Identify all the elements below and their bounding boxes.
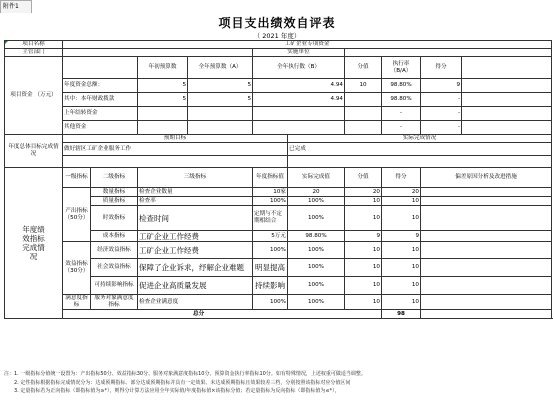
funds-row-executed: 4.94 bbox=[253, 79, 345, 93]
notes bbox=[4, 370, 551, 396]
indicator-actual: 98.80% bbox=[288, 231, 345, 242]
funds-row-pad bbox=[462, 121, 552, 135]
indicator-actual: 20 bbox=[288, 188, 345, 197]
funds-row-score bbox=[345, 93, 382, 107]
indicator-l3: 工矿企业工作经费 bbox=[138, 231, 253, 242]
funds-header-pad bbox=[462, 57, 552, 79]
indicator-score: 10 bbox=[345, 259, 382, 277]
indicator-points: 10 bbox=[382, 242, 421, 259]
indicator-l2: 经济效益指标 bbox=[91, 242, 138, 259]
indicator-deviation bbox=[421, 277, 552, 295]
indicator-l3: 检查时间 bbox=[138, 206, 253, 231]
indicator-l3: 检查企业满意度 bbox=[138, 295, 253, 310]
indicator-points: 10 bbox=[382, 197, 421, 206]
indicator-deviation bbox=[421, 231, 552, 242]
indicator-score: 20 bbox=[345, 188, 382, 197]
implementer-label: 实施单位 bbox=[253, 49, 345, 57]
supervisor-label: 主管部门 bbox=[5, 49, 63, 57]
indicator-target: 定期与不定期相结合 bbox=[253, 206, 288, 231]
funds-row-label: 上年结转资金 bbox=[63, 107, 138, 121]
indicator-actual: 100% bbox=[288, 259, 345, 277]
indicator-l2: 成本指标 bbox=[91, 231, 138, 242]
funds-row-budget: 5 bbox=[188, 93, 253, 107]
funds-row-initial bbox=[138, 121, 188, 135]
note-line: 3. 定量指标若为正向指标（即指标值为≥*），则得分计算方法应用全年实际值/年度指标值×该指标分值；若定量指标为反向指标（即指标值为≤*）， bbox=[4, 388, 340, 394]
indicator-l3: 保障了企业诉求，纾解企业难题 bbox=[138, 259, 253, 277]
indicator-target: 明显提高 bbox=[253, 259, 288, 277]
benefit-label: 效益指标 （30分） bbox=[63, 242, 91, 295]
funds-header-initial: 年初预算数 bbox=[138, 57, 188, 79]
evaluation-table bbox=[4, 40, 552, 319]
output-label: 产出指标 （50分） bbox=[63, 188, 91, 242]
indicator-actual: 100% bbox=[288, 277, 345, 295]
project-name: 工矿企业专项资金 bbox=[63, 41, 552, 49]
indicator-target: 100% bbox=[253, 295, 288, 310]
funds-header-points: 得分 bbox=[421, 57, 462, 79]
indicator-deviation bbox=[421, 295, 552, 310]
indicator-l2: 质量指标 bbox=[91, 197, 138, 206]
funds-header-rate: 执行率 （B/A） bbox=[382, 57, 421, 79]
indicator-header-points: 得分 bbox=[382, 168, 421, 188]
note-line: 注：1. 一级指标分值统一设置为：产出指标50分、效益指标30分、服务对象满意度指标10分、预算资金执行率指标10分。如有特殊情况，上述权重可做适当调整。 bbox=[4, 371, 366, 377]
indicator-deviation bbox=[421, 206, 552, 231]
funds-row-rate: - bbox=[382, 121, 421, 135]
indicator-score: 10 bbox=[345, 295, 382, 310]
funds-row-points: 9 bbox=[421, 79, 462, 93]
funds-row-rate: 98.80% bbox=[382, 93, 421, 107]
indicator-score: 10 bbox=[345, 206, 382, 231]
planned-goal: 做好辖区工矿企业服务工作 bbox=[63, 143, 288, 156]
funds-row-executed bbox=[253, 121, 345, 135]
funds-row-label: 其他资金 bbox=[63, 121, 138, 135]
indicator-deviation bbox=[421, 197, 552, 206]
funds-row-initial: 5 bbox=[138, 93, 188, 107]
indicator-header-l3: 三级指标 bbox=[138, 168, 253, 188]
indicator-actual: 100% bbox=[288, 295, 345, 310]
funds-row-rate: 98.80% bbox=[382, 79, 421, 93]
funds-row-points: - bbox=[421, 93, 462, 107]
indicator-points: 20 bbox=[382, 188, 421, 197]
indicator-l2: 可持续影响指标 bbox=[91, 277, 138, 295]
funds-row-label: 年度资金总额： bbox=[63, 79, 138, 93]
indicator-actual: 100% bbox=[288, 242, 345, 259]
funds-row-executed bbox=[253, 107, 345, 121]
indicator-score: 9 bbox=[345, 231, 382, 242]
funds-row-budget bbox=[188, 107, 253, 121]
funds-header-budget: 全年预算数（A） bbox=[188, 57, 253, 79]
indicator-score: 10 bbox=[345, 242, 382, 259]
indicator-score: 10 bbox=[345, 197, 382, 206]
indicator-header-score: 分值 bbox=[345, 168, 382, 188]
total-value: 98 bbox=[382, 310, 421, 319]
funds-row-pad bbox=[462, 107, 552, 121]
funds-row-budget: 5 bbox=[188, 79, 253, 93]
supervisor-value bbox=[63, 49, 253, 57]
actual-goal: 已完成 bbox=[288, 143, 552, 156]
indicator-l3: 检查率 bbox=[138, 197, 253, 206]
indicator-target: 100% bbox=[253, 197, 288, 206]
indicator-actual: 100% bbox=[288, 197, 345, 206]
funds-row-pad bbox=[462, 93, 552, 107]
planned-goal-cont bbox=[63, 156, 288, 168]
funds-header-executed: 全年执行数（B） bbox=[253, 57, 345, 79]
indicator-l2: 时效指标 bbox=[91, 206, 138, 231]
funds-row-budget bbox=[188, 121, 253, 135]
indicator-points: 10 bbox=[382, 295, 421, 310]
funds-header-score: 分值 bbox=[345, 57, 382, 79]
satisfaction-label: 满意度指标 bbox=[63, 295, 91, 310]
indicator-l3: 促进企业高质量发展 bbox=[138, 277, 253, 295]
indicator-target: 5万元 bbox=[253, 231, 288, 242]
indicator-l2: 数量指标 bbox=[91, 188, 138, 197]
funds-row-score bbox=[345, 107, 382, 121]
year-line: （ 2021 年度） bbox=[253, 32, 301, 40]
funds-row-rate: - bbox=[382, 107, 421, 121]
funds-header-blank bbox=[63, 57, 138, 79]
funds-label: 项目资金 （万元） bbox=[5, 57, 63, 135]
funds-row-executed: 4.94 bbox=[253, 93, 345, 107]
page-title: 项目支出绩效自评表 bbox=[218, 16, 336, 30]
goal-label: 年度总体目标完成情况 bbox=[5, 135, 63, 168]
indicator-target: 持续影响 bbox=[253, 277, 288, 295]
indicator-actual: 100% bbox=[288, 206, 345, 231]
actual-label: 实际完成情况 bbox=[288, 135, 552, 143]
project-name-label: 项目名称 bbox=[5, 41, 63, 49]
funds-row-initial: 5 bbox=[138, 79, 188, 93]
indicator-header-deviation: 偏差原因分析及改进措施 bbox=[421, 168, 552, 188]
indicator-points: 10 bbox=[382, 277, 421, 295]
indicator-deviation bbox=[421, 259, 552, 277]
actual-goal-cont bbox=[288, 156, 552, 168]
indicator-l2: 服务对象满意度指标 bbox=[91, 295, 138, 310]
indicator-deviation bbox=[421, 242, 552, 259]
indicator-points: 9 bbox=[382, 231, 421, 242]
indicator-deviation bbox=[421, 188, 552, 197]
implementer-value bbox=[345, 49, 552, 57]
funds-row-score bbox=[345, 121, 382, 135]
perf-label: 年度绩效指标完成情况 bbox=[5, 168, 63, 319]
planned-label: 预期目标 bbox=[63, 135, 288, 143]
attachment-tab[interactable]: 附件1 bbox=[0, 0, 32, 13]
indicator-header-l2: 二级指标 bbox=[91, 168, 138, 188]
indicator-header-target: 年度指标值 bbox=[253, 168, 288, 188]
indicator-points: 10 bbox=[382, 206, 421, 231]
funds-row-score: 10 bbox=[345, 79, 382, 93]
indicator-l2: 社会效益指标 bbox=[91, 259, 138, 277]
indicator-l3: 工矿企业工作经费 bbox=[138, 242, 253, 259]
indicator-score: 10 bbox=[345, 277, 382, 295]
funds-row-points: - bbox=[421, 107, 462, 121]
indicator-target: 10家 bbox=[253, 188, 288, 197]
total-label: 总分 bbox=[63, 310, 382, 319]
total-pad bbox=[421, 310, 552, 319]
note-line: 2. 定性指标根据指标完成情况分为：达成预期指标、部分达成预期指标并具有一定效果、未达成预期指标且效果较差三档，分别按照该指标对应分值区间 bbox=[4, 379, 351, 386]
indicator-l3: 检查企业数量 bbox=[138, 188, 253, 197]
indicator-header-l1: 一级指标 bbox=[63, 168, 91, 188]
funds-row-initial bbox=[138, 107, 188, 121]
funds-row-points: - bbox=[421, 121, 462, 135]
indicator-target: 100% bbox=[253, 242, 288, 259]
indicator-points: 10 bbox=[382, 259, 421, 277]
indicator-header-actual: 实际完成值 bbox=[288, 168, 345, 188]
funds-row-label: 其中：本年财政拨款 bbox=[63, 93, 138, 107]
funds-row-pad bbox=[462, 79, 552, 93]
